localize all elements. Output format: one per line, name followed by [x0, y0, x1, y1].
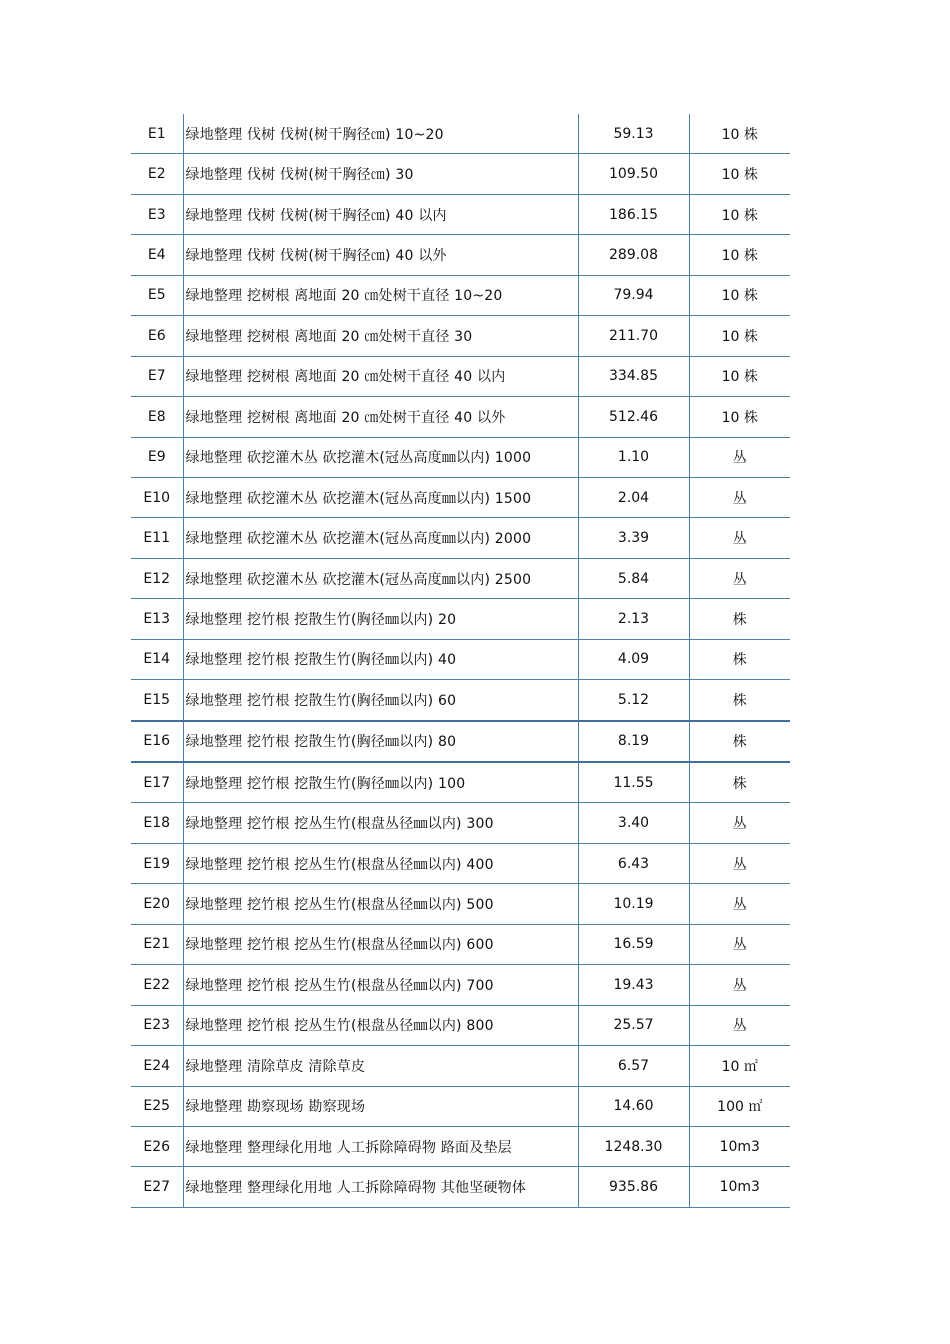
table-row — [131, 275, 790, 315]
item-unit: 丛 — [689, 1005, 790, 1045]
item-price: 4.09 — [578, 639, 689, 679]
item-price: 6.43 — [578, 843, 689, 883]
table-row — [131, 1046, 790, 1086]
item-unit: 10 株 — [689, 114, 790, 154]
item-unit: 100 ㎡ — [689, 1086, 790, 1126]
item-price: 14.60 — [578, 1086, 689, 1126]
item-unit: 株 — [689, 639, 790, 679]
table-row — [131, 316, 790, 356]
item-name: 绿地整理 清除草皮 清除草皮 — [183, 1046, 578, 1086]
item-price: 59.13 — [578, 114, 689, 154]
item-unit: 10 株 — [689, 154, 790, 194]
item-name: 绿地整理 伐树 伐树(树干胸径㎝) 10~20 — [183, 114, 578, 154]
item-unit: 株 — [689, 762, 790, 803]
item-code: E16 — [131, 721, 183, 762]
item-price: 2.04 — [578, 477, 689, 517]
item-name: 绿地整理 挖竹根 挖丛生竹(根盘丛径㎜以内) 700 — [183, 965, 578, 1005]
item-code: E11 — [131, 518, 183, 558]
table-row — [131, 1005, 790, 1045]
item-price: 16.59 — [578, 924, 689, 964]
item-code: E1 — [131, 114, 183, 154]
item-name: 绿地整理 挖竹根 挖散生竹(胸径㎜以内) 20 — [183, 599, 578, 639]
table-row — [131, 194, 790, 234]
table-row — [131, 154, 790, 194]
item-name: 绿地整理 挖竹根 挖丛生竹(根盘丛径㎜以内) 800 — [183, 1005, 578, 1045]
item-name: 绿地整理 挖竹根 挖丛生竹(根盘丛径㎜以内) 600 — [183, 924, 578, 964]
item-price: 19.43 — [578, 965, 689, 1005]
table-row — [131, 1167, 790, 1207]
table-row — [131, 114, 790, 154]
item-code: E18 — [131, 803, 183, 843]
table-row — [131, 235, 790, 275]
item-name: 绿地整理 挖竹根 挖丛生竹(根盘丛径㎜以内) 300 — [183, 803, 578, 843]
item-code: E8 — [131, 397, 183, 437]
table-row — [131, 518, 790, 558]
item-unit: 丛 — [689, 518, 790, 558]
item-name: 绿地整理 勘察现场 勘察现场 — [183, 1086, 578, 1126]
table-row — [131, 599, 790, 639]
table-row — [131, 924, 790, 964]
item-code: E23 — [131, 1005, 183, 1045]
item-code: E2 — [131, 154, 183, 194]
item-unit: 10 株 — [689, 356, 790, 396]
item-code: E19 — [131, 843, 183, 883]
table-row — [131, 437, 790, 477]
item-code: E20 — [131, 884, 183, 924]
item-price: 289.08 — [578, 235, 689, 275]
item-unit: 丛 — [689, 884, 790, 924]
table-row — [131, 1086, 790, 1126]
item-code: E5 — [131, 275, 183, 315]
table-row — [131, 639, 790, 679]
item-code: E27 — [131, 1167, 183, 1207]
table-row — [131, 884, 790, 924]
item-unit: 10 株 — [689, 275, 790, 315]
item-name: 绿地整理 砍挖灌木丛 砍挖灌木(冠丛高度㎜以内) 2000 — [183, 518, 578, 558]
table-row — [131, 965, 790, 1005]
item-price: 11.55 — [578, 762, 689, 803]
table-row — [131, 558, 790, 598]
item-name: 绿地整理 砍挖灌木丛 砍挖灌木(冠丛高度㎜以内) 1000 — [183, 437, 578, 477]
item-price: 25.57 — [578, 1005, 689, 1045]
item-price: 79.94 — [578, 275, 689, 315]
item-code: E13 — [131, 599, 183, 639]
item-unit: 丛 — [689, 843, 790, 883]
item-name: 绿地整理 挖树根 离地面 20 ㎝处树干直径 40 以内 — [183, 356, 578, 396]
item-code: E7 — [131, 356, 183, 396]
item-unit: 10 株 — [689, 316, 790, 356]
item-code: E14 — [131, 639, 183, 679]
item-name: 绿地整理 伐树 伐树(树干胸径㎝) 30 — [183, 154, 578, 194]
item-unit: 株 — [689, 680, 790, 721]
item-price: 211.70 — [578, 316, 689, 356]
item-unit: 丛 — [689, 924, 790, 964]
item-code: E6 — [131, 316, 183, 356]
item-name: 绿地整理 挖竹根 挖散生竹(胸径㎜以内) 40 — [183, 639, 578, 679]
item-name: 绿地整理 挖树根 离地面 20 ㎝处树干直径 40 以外 — [183, 397, 578, 437]
item-name: 绿地整理 挖树根 离地面 20 ㎝处树干直径 30 — [183, 316, 578, 356]
item-name: 绿地整理 整理绿化用地 人工拆除障碍物 路面及垫层 — [183, 1126, 578, 1166]
item-code: E15 — [131, 680, 183, 721]
item-price: 1.10 — [578, 437, 689, 477]
item-name: 绿地整理 砍挖灌木丛 砍挖灌木(冠丛高度㎜以内) 1500 — [183, 477, 578, 517]
table-row — [131, 1126, 790, 1166]
item-unit: 丛 — [689, 477, 790, 517]
item-code: E26 — [131, 1126, 183, 1166]
item-name: 绿地整理 砍挖灌木丛 砍挖灌木(冠丛高度㎜以内) 2500 — [183, 558, 578, 598]
item-unit: 丛 — [689, 437, 790, 477]
table-row — [131, 762, 790, 803]
item-code: E21 — [131, 924, 183, 964]
item-price: 5.84 — [578, 558, 689, 598]
item-unit: 10 株 — [689, 397, 790, 437]
item-price: 512.46 — [578, 397, 689, 437]
item-unit: 丛 — [689, 965, 790, 1005]
item-code: E25 — [131, 1086, 183, 1126]
item-unit: 株 — [689, 721, 790, 762]
item-name: 绿地整理 挖竹根 挖散生竹(胸径㎜以内) 100 — [183, 762, 578, 803]
item-code: E4 — [131, 235, 183, 275]
table-row — [131, 477, 790, 517]
price-table — [131, 114, 790, 1208]
item-unit: 10m3 — [689, 1126, 790, 1166]
item-price: 935.86 — [578, 1167, 689, 1207]
item-unit: 株 — [689, 599, 790, 639]
item-name: 绿地整理 挖树根 离地面 20 ㎝处树干直径 10~20 — [183, 275, 578, 315]
item-price: 2.13 — [578, 599, 689, 639]
item-name: 绿地整理 伐树 伐树(树干胸径㎝) 40 以外 — [183, 235, 578, 275]
price-table-body — [131, 114, 790, 1207]
item-code: E10 — [131, 477, 183, 517]
item-price: 8.19 — [578, 721, 689, 762]
table-row — [131, 843, 790, 883]
item-code: E12 — [131, 558, 183, 598]
item-unit: 10 株 — [689, 194, 790, 234]
item-code: E17 — [131, 762, 183, 803]
item-code: E22 — [131, 965, 183, 1005]
item-price: 186.15 — [578, 194, 689, 234]
item-unit: 10 ㎡ — [689, 1046, 790, 1086]
item-unit: 丛 — [689, 558, 790, 598]
table-row — [131, 356, 790, 396]
item-price: 6.57 — [578, 1046, 689, 1086]
item-price: 3.39 — [578, 518, 689, 558]
item-price: 109.50 — [578, 154, 689, 194]
item-name: 绿地整理 整理绿化用地 人工拆除障碍物 其他坚硬物体 — [183, 1167, 578, 1207]
item-code: E24 — [131, 1046, 183, 1086]
item-name: 绿地整理 挖竹根 挖散生竹(胸径㎜以内) 60 — [183, 680, 578, 721]
item-price: 334.85 — [578, 356, 689, 396]
item-price: 10.19 — [578, 884, 689, 924]
item-name: 绿地整理 伐树 伐树(树干胸径㎝) 40 以内 — [183, 194, 578, 234]
table-row — [131, 721, 790, 762]
table-row — [131, 803, 790, 843]
item-price: 1248.30 — [578, 1126, 689, 1166]
item-price: 3.40 — [578, 803, 689, 843]
table-row — [131, 397, 790, 437]
item-unit: 10 株 — [689, 235, 790, 275]
table-row — [131, 680, 790, 721]
item-code: E9 — [131, 437, 183, 477]
item-price: 5.12 — [578, 680, 689, 721]
item-name: 绿地整理 挖竹根 挖散生竹(胸径㎜以内) 80 — [183, 721, 578, 762]
item-unit: 丛 — [689, 803, 790, 843]
item-name: 绿地整理 挖竹根 挖丛生竹(根盘丛径㎜以内) 500 — [183, 884, 578, 924]
item-code: E3 — [131, 194, 183, 234]
item-name: 绿地整理 挖竹根 挖丛生竹(根盘丛径㎜以内) 400 — [183, 843, 578, 883]
item-unit: 10m3 — [689, 1167, 790, 1207]
